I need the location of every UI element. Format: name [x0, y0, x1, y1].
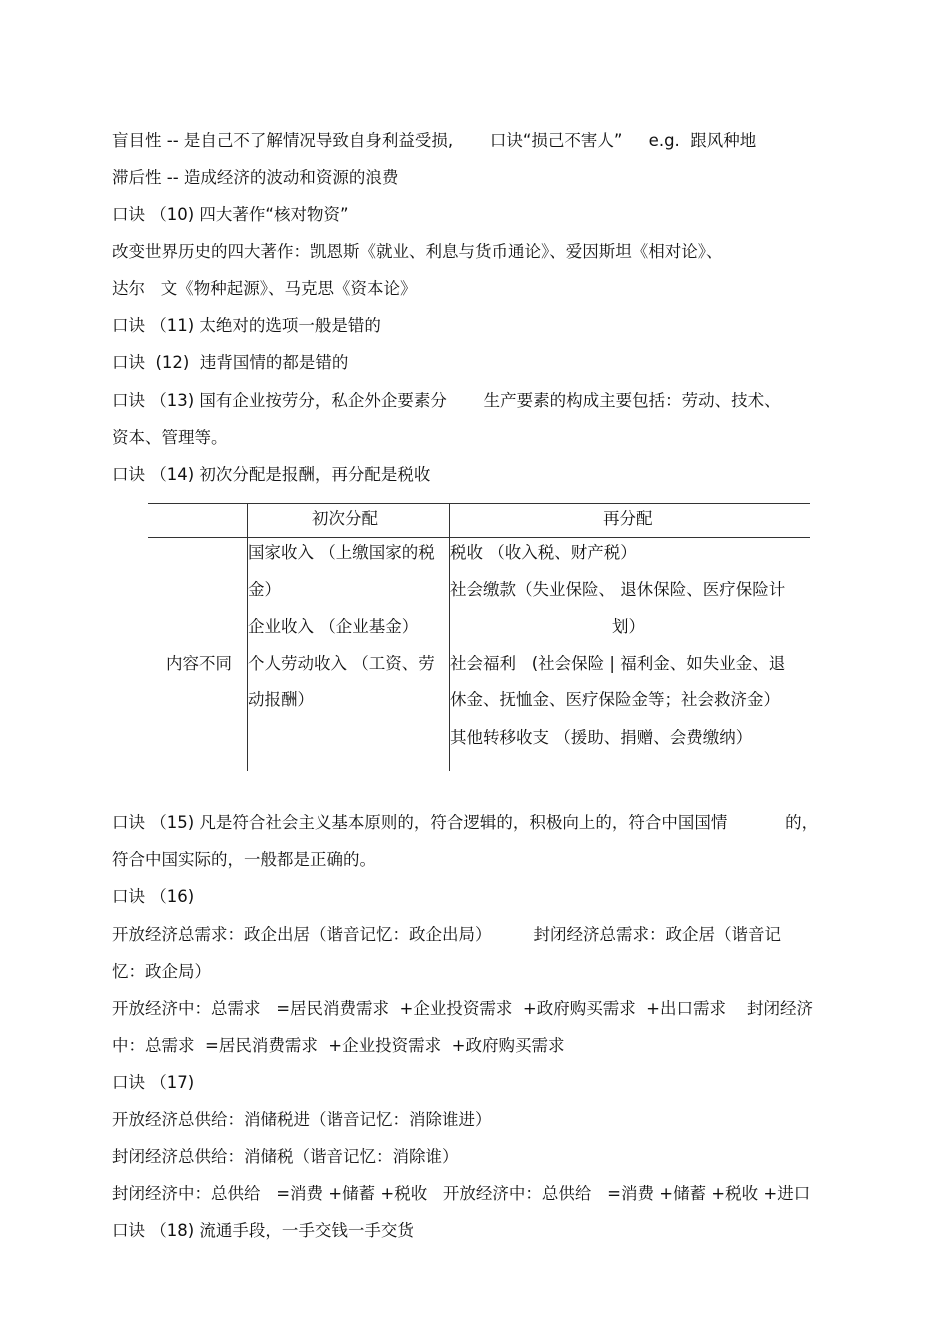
table-col1-line: 国家收入 （上缴国家的税	[248, 543, 435, 562]
text-line-open-supply: 开放经济总供给：消储税进（谐音记忆：消除谁进）	[112, 1110, 492, 1129]
table-col2-line: 划）	[612, 617, 645, 636]
text-line-mnemonic-17: 口诀 （17)	[112, 1073, 195, 1092]
text-line-mnemonic-13-cont: 资本、管理等。	[112, 428, 228, 447]
table-col2-line: 休金、抚恤金、医疗保险金等；社会救济金）	[450, 690, 780, 709]
table-col2-line: 社会福利 (社会保险 | 福利金、如失业金、退	[450, 654, 786, 673]
table-header-redistribution: 再分配	[603, 509, 653, 528]
text-line-mnemonic-12: 口诀 (12) 违背国情的都是错的	[112, 353, 349, 372]
table-col2-line: 税收 （收入税、财产税）	[450, 543, 637, 562]
text-line-lag: 滞后性 -- 造成经济的波动和资源的浪费	[112, 168, 399, 187]
table-col2-line: 社会缴款（失业保险、 退休保险、医疗保险计	[450, 580, 786, 599]
table-col1-line: 金）	[248, 580, 281, 599]
table-col1-line: 个人劳动收入 （工资、劳	[248, 654, 435, 673]
table-col1-line: 动报酬）	[248, 690, 314, 709]
text-line-mnemonic-14: 口诀 （14) 初次分配是报酬，再分配是税收	[112, 465, 431, 484]
text-line-mnemonic-13: 口诀 （13) 国有企业按劳分，私企外企要素分 生产要素的构成主要包括：劳动、技术、	[112, 391, 781, 410]
text-line-mnemonic-10: 口诀 （10) 四大著作“核对物资”	[112, 205, 349, 224]
text-line-mnemonic-11: 口诀 （11) 太绝对的选项一般是错的	[112, 316, 381, 335]
text-line-four-works: 改变世界历史的四大著作：凯恩斯《就业、利息与货币通论》、爱因斯坦《相对论》、	[112, 242, 723, 261]
text-line-four-works-cont: 达尔 文《物种起源》、马克思《资本论》	[112, 279, 417, 298]
table-row-label: 内容不同	[166, 654, 232, 673]
text-line-blind: 盲目性 -- 是自己不了解情况导致自身利益受损, 口诀“损己不害人” e.g. 跟风种地	[112, 131, 757, 150]
table-col2-line: 其他转移收支 （援助、捐赠、会费缴纳）	[450, 728, 753, 747]
text-line-open-demand-formula: 开放经济中：总需求 =居民消费需求 +企业投资需求 +政府购买需求 +出口需求 封闭经济	[112, 999, 813, 1018]
text-line-aggregate-demand: 开放经济总需求：政企出居（谐音记忆：政企出局） 封闭经济总需求：政企居（谐音记	[112, 925, 781, 944]
text-line-closed-supply: 封闭经济总供给：消储税（谐音记忆：消除谁）	[112, 1147, 459, 1166]
table-col1-line: 企业收入 （企业基金）	[248, 617, 419, 636]
text-line-supply-formula: 封闭经济中：总供给 =消费 +储蓄 +税收 开放经济中：总供给 =消费 +储蓄 +税收 +进口	[112, 1184, 811, 1203]
text-line-aggregate-demand-cont: 忆：政企局）	[112, 962, 211, 981]
distribution-table	[148, 503, 810, 771]
text-line-closed-demand-formula: 中：总需求 =居民消费需求 +企业投资需求 +政府购买需求	[112, 1036, 565, 1055]
table-header-primary: 初次分配	[312, 509, 378, 528]
text-line-mnemonic-15: 口诀 （15) 凡是符合社会主义基本原则的，符合逻辑的，积极向上的，符合中国国情 的，	[112, 813, 819, 832]
text-line-mnemonic-18: 口诀 （18) 流通手段，一手交钱一手交货	[112, 1221, 414, 1240]
text-line-mnemonic-15-cont: 符合中国实际的，一般都是正确的。	[112, 850, 376, 869]
text-line-mnemonic-16: 口诀 （16)	[112, 887, 195, 906]
